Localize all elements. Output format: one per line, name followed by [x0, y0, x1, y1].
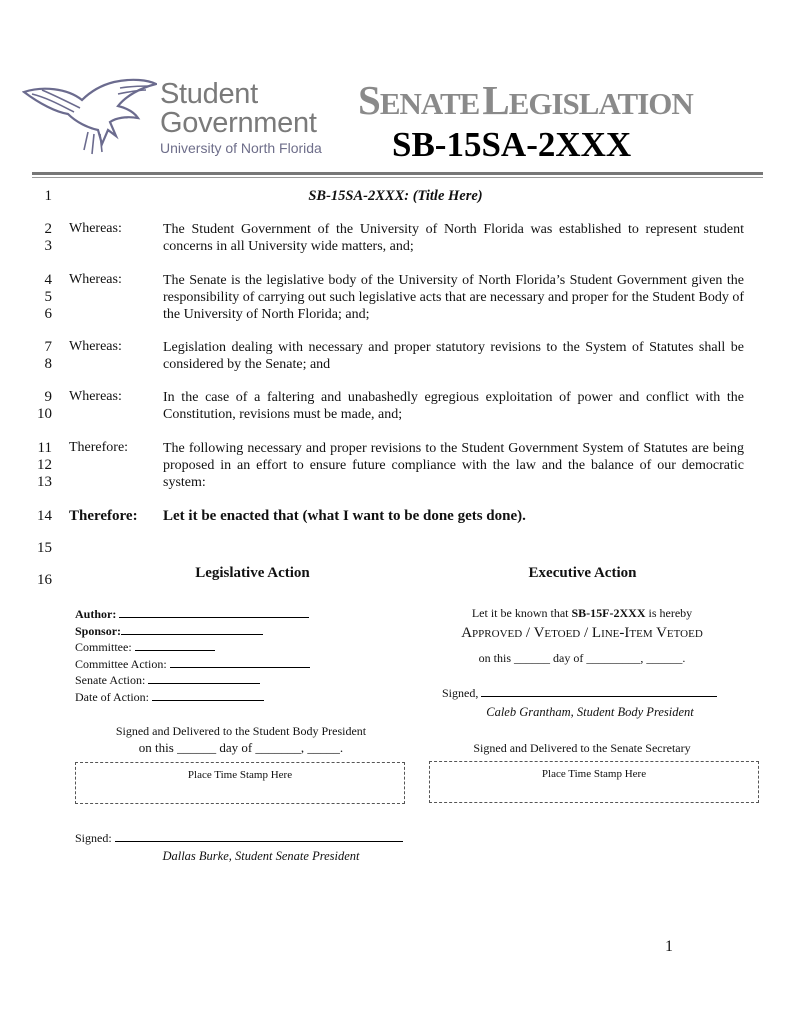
delivered-to-president-text: Signed and Delivered to the Student Body President — [115, 724, 367, 738]
heading-rest-egislation: EGISLATION — [508, 86, 693, 121]
line-number: 13 — [37, 474, 52, 490]
sponsor-label: Sponsor: — [75, 624, 122, 638]
date-of-action-blank[interactable] — [152, 700, 264, 701]
committee-action-blank[interactable] — [170, 667, 310, 668]
line-number: 9 — [44, 389, 52, 405]
legislative-signature-field[interactable] — [75, 831, 403, 846]
clause-text: The Senate is the legislative body of the University of North Florida’s Student Government given the responsibility of carrying out such legislative acts that are necessary and proper for the Student Body of the University of North Florida; and; — [163, 273, 744, 322]
line-number: 8 — [44, 356, 52, 372]
clause-text: Legislation dealing with necessary and proper statutory revisions to the System of Statutes shall be considered by the Senate; and — [163, 340, 744, 372]
author-blank[interactable] — [119, 617, 309, 618]
signature-line[interactable] — [481, 696, 717, 697]
sponsor-blank[interactable] — [121, 634, 263, 635]
clause-label: Therefore: — [69, 440, 129, 455]
legislative-action-heading: Legislative Action — [195, 565, 310, 581]
clause-text: The following necessary and proper revisions to the Student Government System of Statutes are being proposed in an effort to ensure future compliance with the law and the balance of our democratic system: — [163, 441, 744, 490]
known-prefix: Let it be known that — [471, 606, 572, 620]
clause-label: Whereas: — [69, 389, 122, 404]
known-suffix: is hereby — [645, 606, 693, 620]
senate-action-field[interactable] — [75, 673, 260, 688]
committee-action-field[interactable] — [75, 657, 310, 672]
signed-label: Signed: — [75, 831, 112, 845]
logo-text-university: University of North Florida — [160, 140, 322, 156]
line-number: 10 — [37, 406, 52, 422]
line-number: 7 — [44, 339, 52, 355]
student-body-president-name: Caleb Grantham, Student Body President — [486, 705, 694, 719]
logo-text-government: Government — [160, 107, 317, 139]
stamp-placeholder: Place Time Stamp Here — [541, 768, 647, 780]
line-number: 5 — [44, 289, 52, 305]
header-rule-thin — [32, 177, 763, 178]
committee-label: Committee: — [75, 640, 132, 654]
executive-signature-field[interactable] — [442, 686, 717, 701]
bill-number: SB-15SA-2XXX — [392, 125, 632, 164]
senate-action-label: Senate Action: — [75, 673, 146, 687]
line-number: 2 — [44, 221, 52, 237]
header-rule — [32, 172, 763, 175]
line-number: 1 — [44, 188, 52, 204]
line-number: 3 — [44, 238, 52, 254]
sponsor-field[interactable] — [75, 624, 263, 639]
line-number: 11 — [37, 440, 52, 456]
author-label: Author: — [75, 607, 117, 621]
line-number: 14 — [37, 508, 52, 524]
signed-label: Signed, — [442, 686, 479, 700]
date-of-action-field[interactable] — [75, 690, 264, 705]
eagle-logo-icon — [22, 78, 157, 158]
clause-label: Whereas: — [69, 272, 122, 287]
page-heading — [358, 76, 693, 124]
senate-president-name: Dallas Burke, Student Senate President — [162, 849, 360, 863]
veto-status-line: Approved / Vetoed / Line-Item Vetoed — [461, 625, 703, 641]
legislative-time-stamp-box[interactable] — [75, 762, 405, 804]
senate-action-blank[interactable] — [148, 683, 260, 684]
clause-label: Whereas: — [69, 221, 122, 236]
executive-action-heading: Executive Action — [528, 565, 637, 581]
line-number: 16 — [37, 572, 52, 588]
committee-field[interactable] — [75, 640, 215, 655]
clause-label: Whereas: — [69, 339, 122, 354]
logo-text-student: Student — [160, 78, 258, 110]
clause-text: The Student Government of the University of North Florida was established to represent student concerns in all University wide matters, and; — [163, 222, 744, 254]
known-bill-number: SB-15F-2XXX — [571, 606, 646, 620]
page-number: 1 — [665, 938, 673, 955]
line-number: 6 — [44, 306, 52, 322]
delivered-to-secretary-text: Signed and Delivered to the Senate Secretary — [473, 741, 691, 755]
signature-line[interactable] — [115, 841, 403, 842]
line-number: 12 — [37, 457, 52, 473]
executive-date-line: on this ______ day of _________, ______. — [478, 651, 686, 665]
legislative-date-line: on this ______ day of _______, _____. — [138, 740, 344, 755]
clause-text: In the case of a faltering and unabashedly egregious exploitation of power and conflict with the Constitution, revisions must be made, and; — [163, 390, 744, 422]
committee-blank[interactable] — [135, 650, 215, 651]
clause-text-enact: Let it be enacted that (what I want to be done gets done). — [163, 508, 526, 524]
line-number: 15 — [37, 540, 52, 556]
author-field[interactable] — [75, 607, 309, 622]
known-statement — [432, 606, 732, 621]
committee-action-label: Committee Action: — [75, 657, 167, 671]
heading-initial-l: L — [482, 77, 509, 123]
line-number: 4 — [44, 272, 52, 288]
stamp-placeholder: Place Time Stamp Here — [187, 769, 293, 781]
heading-initial-s: S — [358, 77, 380, 123]
clause-label-enact: Therefore: — [69, 508, 138, 524]
heading-rest-enate: ENATE — [379, 86, 480, 121]
executive-time-stamp-box[interactable] — [429, 761, 759, 803]
date-of-action-label: Date of Action: — [75, 690, 149, 704]
document-title: SB-15SA-2XXX: (Title Here) — [308, 188, 483, 204]
